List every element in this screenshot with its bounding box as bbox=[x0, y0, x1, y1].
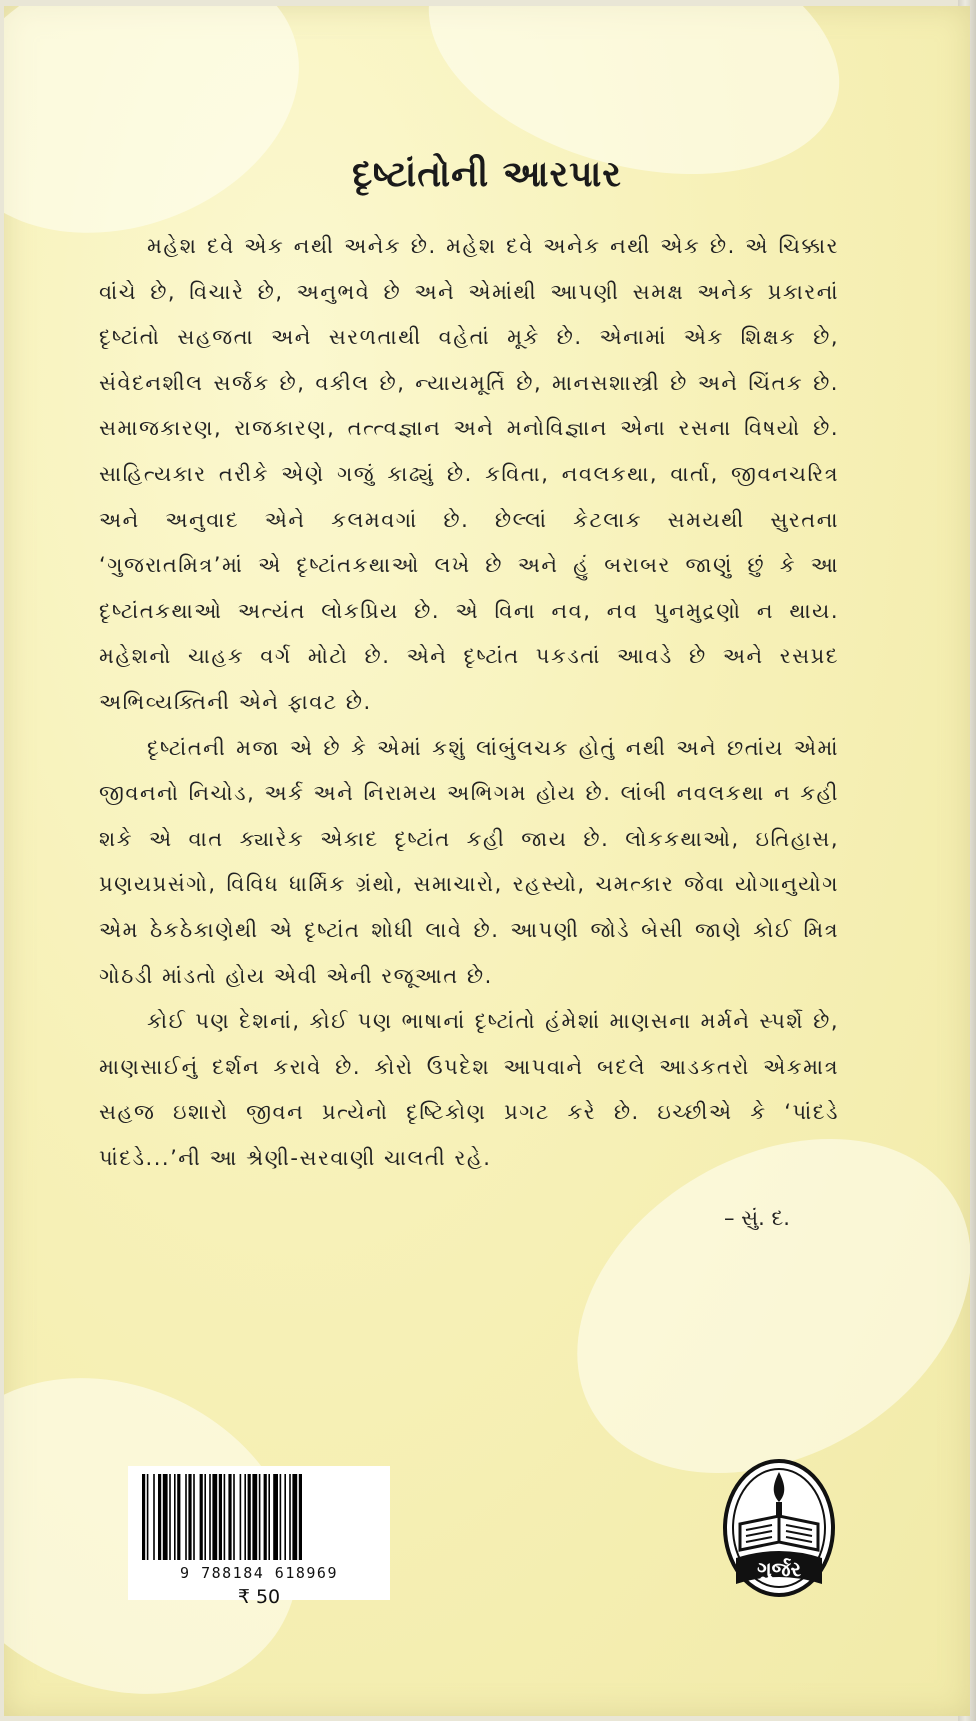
book-title: દૃષ્ટાંતોની આરપાર bbox=[352, 154, 622, 195]
svg-text:ગુર્જર: ગુર્જર bbox=[757, 1557, 801, 1581]
blurb-paragraph: કોઈ પણ દેશનાં, કોઈ પણ ભાષાનાં દૃષ્ટાંતો હંમેશાં માણસના મર્મને સ્પર્શે છે, માણસાઈનું દર્શન કરાવે છે. કોરો ઉપદેશ આપવાને બદલે આડકતરો એકમાત્ર સહજ ઇશારો જીવન પ્રત્યેનો દૃષ્ટિકોણ પ્રગટ કરે છે. ઇચ્છીએ કે ‘પાંદડે પાંદડે...’ની આ શ્રેણી-સરવાણી ચાલતી રહે. bbox=[99, 1009, 839, 1170]
blurb-paragraph: દૃષ્ટાંતની મજા એ છે કે એમાં કશું લાંબુંલચક હોતું નથી અને છતાંય એમાં જીવનનો નિચોડ, અર્ક અને નિરામય અભિગમ હોય છે. લાંબી નવલકથા ન કહી શકે એ વાત ક્યારેક એકાદ દૃષ્ટાંત કહી જાય છે. લોકકથાઓ, ઇતિહાસ, પ્રણયપ્રસંગો, વિવિધ ધાર્મિક ગ્રંથો, સમાચારો, રહસ્યો, ચમત્કાર જેવા યોગાનુયોગ એમ ઠેકઠેકાણેથી એ દૃષ્ટાંત શોધી લાવે છે. આપણી જોડે બેસી જાણે કોઈ મિત્ર ગોઠડી માંડતો હોય એવી એની રજૂઆત છે. bbox=[99, 735, 839, 988]
barcode-label bbox=[128, 1466, 390, 1608]
blurb-paragraph: મહેશ દવે એક નથી અનેક છે. મહેશ દવે અનેક નથી એક છે. એ ચિક્કાર વાંચે છે, વિચારે છે, અનુભવે છે અને એમાંથી આપણી સમક્ષ અનેક પ્રકારનાં દૃષ્ટાંતો સહજતા અને સરળતાથી વહેતાં મૂકે છે. એનામાં એક શિક્ષક છે, સંવેદનશીલ સર્જક છે, વકીલ છે, ન્યાયમૂર્તિ છે, માનસશાસ્ત્રી છે અને ચિંતક છે. સમાજકારણ, રાજકારણ, તત્ત્વજ્ઞાન અને મનોવિજ્ઞાન એના રસના વિષયો છે. સાહિત્યકાર તરીકે એણે ગજું કાઢ્યું છે. કવિતા, નવલકથા, વાર્તા, જીવનચરિત્ર અને અનુવાદ એને કલમવગાં છે. છેલ્લાં કેટલાક સમયથી સુરતના ‘ગુજરાતમિત્ર’માં એ દૃષ્ટાંતકથાઓ લખે છે અને હું બરાબર જાણું છું કે આ દૃષ્ટાંતકથાઓ અત્યંત લોકપ્રિય છે. એ વિના નવ, નવ પુનમુદ્રણો ન થાય. મહેશનો ચાહક વર્ગ મોટો છે. એને દૃષ્ટાંત પકડતાં આવડે છે અને રસપ્રદ અભિવ્યક્તિની એને ફાવટ છે. bbox=[99, 234, 839, 714]
barcode-icon bbox=[138, 1474, 378, 1564]
author-signature: – સું. દ. bbox=[724, 1206, 790, 1230]
publisher-logo-icon bbox=[722, 1458, 836, 1598]
price-label: ₹ 50 bbox=[237, 1586, 281, 1608]
isbn-number: 9 788184 618969 bbox=[180, 1564, 338, 1582]
blurb-text bbox=[99, 224, 839, 1181]
back-cover bbox=[4, 6, 970, 1716]
